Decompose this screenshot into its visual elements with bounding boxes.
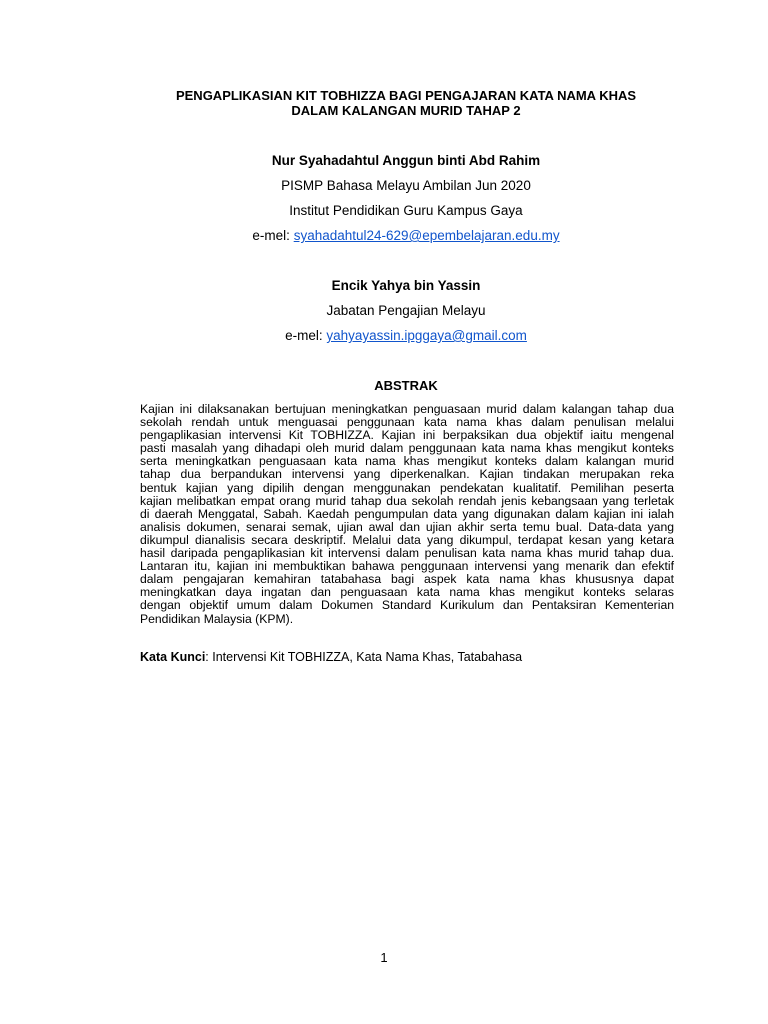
abstract-line: Lantaran itu, kajian ini membuktikan bahawa penggunaan intervensi yang menarik dan efektif (140, 559, 674, 574)
keywords-text: : Intervensi Kit TOBHIZZA, Kata Nama Khas, Tatabahasa (205, 650, 523, 664)
abstract-line: pasti masalah yang dihadapi oleh murid dalam penggunaan kata nama khas mengikut konteks (140, 441, 674, 456)
author2-email-line (100, 328, 712, 344)
author2-email-label: e-mel: (285, 328, 327, 343)
abstract-line: analisis dokumen, senarai semak, ujian awal dan ujian akhir serta temu bual. Data-data yang (140, 519, 674, 534)
abstract-line: sekolah rendah untuk menguasai penggunaan kata nama khas dalam penulisan melalui (140, 415, 674, 430)
title-line-2: DALAM KALANGAN MURID TAHAP 2 (291, 103, 521, 118)
abstract-line: Kajian ini dilaksanakan bertujuan meningkatkan penguasaan murid dalam kalangan tahap dua (140, 402, 674, 416)
abstract-line: dalam pengajaran kemahiran tatabahasa bagi aspek kata nama khas khususnya dapat (140, 572, 674, 587)
author1-email-label: e-mel: (252, 228, 294, 243)
author1-email-line (100, 228, 712, 244)
abstract-body (140, 403, 674, 626)
keywords-label: Kata Kunci (140, 650, 206, 664)
page-number: 1 (380, 950, 388, 965)
author1-program: PISMP Bahasa Melayu Ambilan Jun 2020 (281, 178, 531, 193)
abstract-line: dikumpul dianalisis secara deskriptif. Melalui data yang dikumpul, terdapat kesan yang ketara (140, 532, 674, 547)
abstract-line: Pendidikan Malaysia (KPM). (140, 611, 294, 626)
author2-email-link[interactable]: yahyayassin.ipggaya@gmail.com (326, 328, 527, 343)
author1-institute: Institut Pendidikan Guru Kampus Gaya (289, 203, 523, 218)
abstract-line: meningkatkan daya ingatan dan penguasaan kata nama khas mengikut konteks selaras (140, 585, 674, 600)
author2-name: Encik Yahya bin Yassin (331, 278, 481, 293)
abstract-line: serta meningkatkan penguasaan kata nama khas mengikut konteks dalam kalangan murid (140, 454, 674, 469)
abstract-line: hasil daripada pengaplikasian kit intervensi dalam penulisan kata nama khas murid tahap dua. (140, 546, 674, 561)
author1-email-link[interactable]: syahadahtul24-629@epembelajaran.edu.my (293, 228, 560, 243)
keywords-line (140, 650, 674, 665)
abstract-line: di daerah Menggatal, Sabah. Kaedah pengumpulan data yang digunakan dalam kajian ini ialah (140, 506, 674, 521)
title-line-1: PENGAPLIKASIAN KIT TOBHIZZA BAGI PENGAJARAN KATA NAMA KHAS (175, 88, 637, 103)
paper-title (100, 88, 712, 118)
abstract-line: pengaplikasian intervensi Kit TOBHIZZA. Kajian ini berpaksikan dua objektif iaitu mengenal (140, 428, 674, 443)
abstract-line: tahap dua berpandukan intervensi yang diperkenalkan. Kajian tindakan merupakan reka (140, 467, 674, 482)
abstract-heading: ABSTRAK (374, 378, 438, 393)
author2-department: Jabatan Pengajian Melayu (326, 303, 486, 318)
abstract-line: dengan objektif umum dalam Dokumen Standard Kurikulum dan Pentaksiran Kementerian (140, 598, 674, 613)
abstract-line: bentuk kajian yang dipilih dengan menggunakan pendekatan kualitatif. Pemilihan peserta (140, 480, 674, 495)
author1-name: Nur Syahadahtul Anggun binti Abd Rahim (271, 153, 541, 168)
abstract-line: kajian melibatkan empat orang murid tahap dua sekolah rendah jenis kebangsaan yang terletak (140, 493, 674, 508)
